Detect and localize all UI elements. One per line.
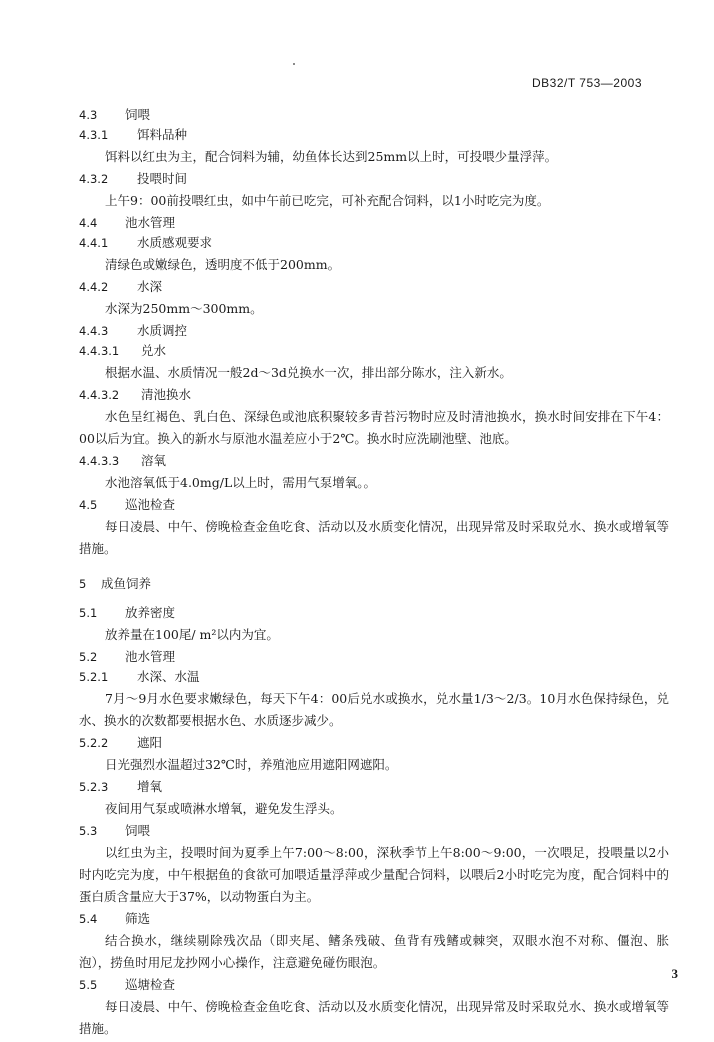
heading-title: 池水管理: [125, 649, 176, 664]
subsection-heading: [79, 734, 669, 752]
heading-number: 4.4.3.3: [79, 454, 120, 468]
paragraph: 饵料以红虫为主，配合饲料为辅，幼鱼体长达到25mm以上时，可投喂少量浮萍。: [105, 149, 558, 164]
heading-number: 5.4: [79, 912, 98, 926]
page-number: 3: [671, 966, 678, 981]
subsection-heading: [79, 822, 669, 840]
heading-title: 池水管理: [125, 215, 176, 230]
heading-number: 5.5: [79, 978, 98, 992]
heading-number: 4.4.3: [79, 324, 109, 338]
heading-title: 巡池检查: [125, 497, 176, 512]
heading-number: 4.4.2: [79, 280, 109, 294]
subsection-heading: [79, 452, 669, 470]
heading-number: 5.2.3: [79, 780, 109, 794]
heading-number: 5.2.1: [79, 670, 109, 684]
heading-title: 饲喂: [125, 107, 151, 122]
subsection-heading: [79, 386, 669, 404]
paragraph: 水池溶氧低于4.0mg/L以上时，需用气泵增氧。。: [105, 475, 376, 490]
heading-number: 4.4.3.2: [79, 388, 120, 402]
heading-title: 溶氧: [141, 453, 167, 468]
paragraph: 每日凌晨、中午、傍晚检查金鱼吃食、活动以及水质变化情况，出现异常及时采取兑水、换水或增氧等措施。: [79, 519, 669, 556]
heading-title: 饲喂: [125, 823, 151, 838]
scan-speck: [293, 63, 295, 65]
paragraph: 每日凌晨、中午、傍晚检查金鱼吃食、活动以及水质变化情况，出现异常及时采取兑水、换水或增氧等措施。: [79, 999, 669, 1036]
heading-number: 4.3: [79, 108, 98, 122]
paragraph: 7月～9月水色要求嫩绿色，每天下午4：00后兑水或换水，兑水量1/3～2/3。10月水色保持绿色，兑水、换水的次数都要根据水色、水质逐步减少。: [79, 691, 669, 728]
heading-title: 放养密度: [125, 605, 176, 620]
heading-title: 水质调控: [137, 323, 188, 338]
heading-number: 4.5: [79, 498, 98, 512]
paragraph: 日光强烈水温超过32℃时，养殖池应用遮阳网遮阳。: [105, 757, 398, 772]
heading-number: 4.3.2: [79, 172, 109, 186]
paragraph: 夜间用气泵或喷淋水增氧，避免发生浮头。: [105, 801, 343, 816]
subsection-heading: [79, 126, 669, 144]
subsection-heading: [79, 214, 669, 232]
heading-title: 水深、水温: [137, 669, 200, 684]
heading-title: 遮阳: [137, 735, 163, 750]
subsection-heading: [79, 604, 669, 622]
heading-title: 巡塘检查: [125, 977, 176, 992]
paragraph: 根据水温、水质情况一般2d～3d兑换水一次，排出部分陈水，注入新水。: [105, 365, 512, 380]
subsection-heading: [79, 648, 669, 666]
heading-title: 水质感观要求: [137, 235, 213, 250]
paragraph: 以红虫为主，投喂时间为夏季上午7:00～8:00，深秋季节上午8:00～9:00，一次喂足，投喂量以2小时内吃完为度，中午根据鱼的食欲可加喂适量浮萍或少量配合饲料，以喂后2小时吃完为度，配合饲料中的蛋白质含量应大于37%，以动物蛋白为主。: [79, 845, 669, 904]
heading-number: 5.2.2: [79, 736, 109, 750]
subsection-heading: [79, 170, 669, 188]
heading-title: 饵料品种: [137, 127, 188, 142]
subsection-heading: [79, 778, 669, 796]
heading-title: 投喂时间: [137, 171, 188, 186]
paragraph: 清绿色或嫩绿色，透明度不低于200mm。: [105, 257, 341, 272]
section-heading: [79, 574, 669, 594]
heading-title: 筛选: [125, 911, 151, 926]
document-body: [79, 106, 669, 1042]
heading-title: 成鱼饲养: [101, 576, 152, 591]
heading-number: 5.2: [79, 650, 98, 664]
subsection-heading: [79, 106, 669, 124]
subsection-heading: [79, 976, 669, 994]
paragraph: 结合换水，继续剔除残次品（即夹尾、鳍条残破、鱼背有残鳍或棘突，双眼水泡不对称、僵泡、胀泡），捞鱼时用尼龙抄网小心操作，注意避免碰伤眼泡。: [79, 933, 669, 970]
heading-title: 增氧: [137, 779, 163, 794]
heading-number: 4.4.3.1: [79, 344, 120, 358]
subsection-heading: [79, 342, 669, 360]
subsection-heading: [79, 910, 669, 928]
subsection-heading: [79, 322, 669, 340]
heading-number: 4.4.1: [79, 236, 109, 250]
heading-title: 清池换水: [141, 387, 192, 402]
subsection-heading: [79, 234, 669, 252]
subsection-heading: [79, 496, 669, 514]
subsection-heading: [79, 668, 669, 686]
heading-number: 5: [79, 577, 87, 591]
heading-number: 4.3.1: [79, 128, 109, 142]
heading-title: 水深: [137, 279, 163, 294]
subsection-heading: [79, 278, 669, 296]
paragraph: 水深为250mm～300mm。: [105, 301, 263, 316]
heading-title: 兑水: [141, 343, 167, 358]
paragraph: 放养量在100尾/ m²以内为宜。: [105, 627, 279, 642]
heading-number: 4.4: [79, 216, 98, 230]
standard-code: DB32/T 753—2003: [531, 76, 642, 90]
heading-number: 5.3: [79, 824, 98, 838]
paragraph: 上午9：00前投喂红虫，如中午前已吃完，可补充配合饲料，以1小时吃完为度。: [105, 193, 550, 208]
paragraph: 水色呈红褐色、乳白色、深绿色或池底积聚较多青苔污物时应及时清池换水，换水时间安排在下午4：00以后为宜。换入的新水与原池水温差应小于2℃。换水时应洗刷池壁、池底。: [79, 409, 669, 446]
heading-number: 5.1: [79, 606, 98, 620]
